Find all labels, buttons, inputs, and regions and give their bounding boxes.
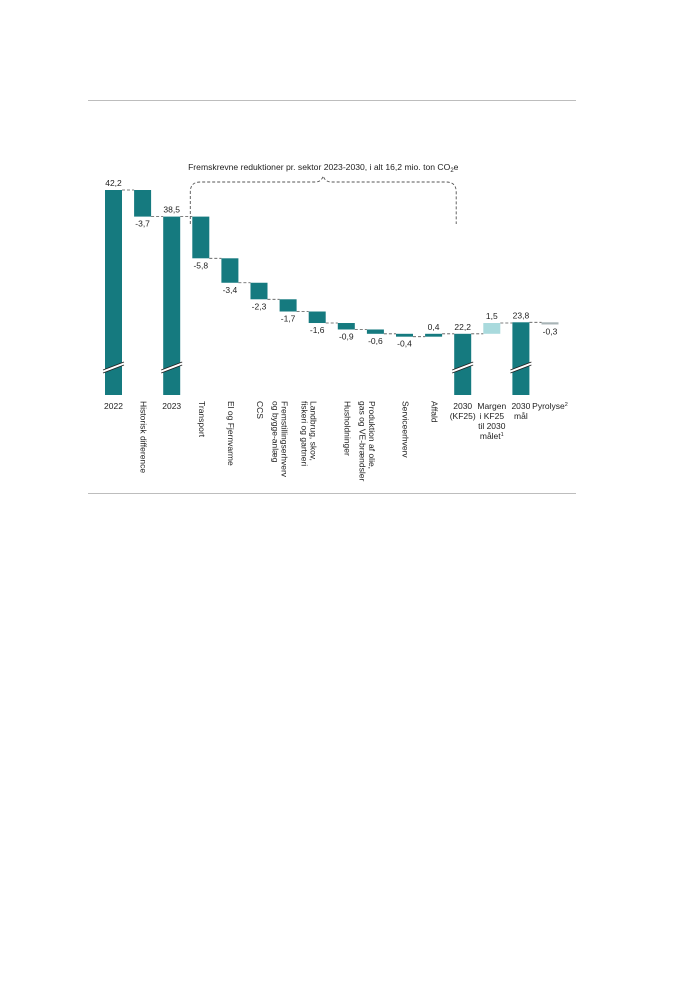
value-label-10: -0,4 bbox=[397, 338, 412, 349]
category-label-10-line-0: Serviceerhverv bbox=[400, 401, 411, 458]
bar-14 bbox=[512, 322, 529, 395]
category-labels bbox=[104, 401, 568, 481]
category-label-5-line-0: CCS bbox=[254, 401, 265, 419]
bar-11 bbox=[425, 334, 442, 337]
category-label-9-line-1: gas og VE-brændsler bbox=[357, 401, 368, 482]
category-label-7-line-1: fiskeri og gartneri bbox=[299, 401, 310, 467]
category-label-11 bbox=[429, 401, 439, 423]
chart-title-subscript: 2 bbox=[450, 168, 454, 174]
value-label-3: -5,8 bbox=[193, 260, 209, 271]
category-label-6-line-1: og bygge-anlæg bbox=[270, 401, 281, 463]
bar-8 bbox=[338, 323, 355, 329]
category-label-15-line-0: Pyrolyse bbox=[532, 401, 565, 411]
category-label-13-line-0: Margen bbox=[477, 401, 507, 411]
chart-title-suffix: e bbox=[453, 162, 459, 172]
bars bbox=[105, 190, 559, 395]
value-label-5: -2,3 bbox=[251, 301, 267, 312]
bar-4 bbox=[221, 258, 238, 282]
chart-title bbox=[188, 162, 459, 174]
brace-path bbox=[190, 176, 456, 224]
category-label-13-superscript: 1 bbox=[500, 432, 504, 438]
bar-3 bbox=[192, 217, 209, 259]
connectors bbox=[122, 190, 542, 337]
value-label-14: 23,8 bbox=[512, 310, 530, 321]
category-label-2 bbox=[162, 401, 181, 411]
category-label-15-superscript: 2 bbox=[564, 402, 568, 408]
category-label-9 bbox=[357, 401, 376, 481]
value-label-2: 38,5 bbox=[163, 204, 180, 215]
category-label-0-line-0: 2022 bbox=[104, 401, 123, 411]
value-label-13: 1,5 bbox=[485, 311, 498, 322]
category-label-7 bbox=[299, 401, 318, 466]
value-label-15: -0,3 bbox=[542, 326, 558, 337]
bar-5 bbox=[251, 283, 268, 300]
category-label-8 bbox=[342, 401, 352, 456]
category-label-13-line-3: målet bbox=[479, 431, 501, 441]
category-label-3 bbox=[197, 401, 207, 438]
category-label-15 bbox=[532, 401, 568, 411]
category-label-0 bbox=[104, 401, 123, 411]
category-label-2-line-0: 2023 bbox=[162, 401, 182, 411]
bar-15 bbox=[542, 322, 559, 324]
value-label-12: 22,2 bbox=[454, 321, 471, 332]
bar-13 bbox=[483, 323, 500, 334]
value-label-4: -3,4 bbox=[222, 284, 238, 295]
category-label-14-line-0: 2030 bbox=[511, 401, 531, 411]
category-label-14 bbox=[511, 401, 530, 421]
category-label-13 bbox=[477, 401, 506, 441]
category-label-13-line-1: i KF25 bbox=[479, 411, 505, 421]
category-label-3-line-0: Transport bbox=[196, 401, 207, 438]
category-label-9-line-0: Produktion af olie, bbox=[366, 401, 377, 470]
category-label-12 bbox=[450, 401, 476, 421]
value-label-1: -3,7 bbox=[135, 218, 150, 229]
value-label-9: -0,6 bbox=[368, 335, 383, 346]
value-label-6: -1,7 bbox=[280, 313, 296, 324]
category-label-1-line-0: Historisk difference bbox=[138, 401, 149, 474]
bar-1 bbox=[134, 190, 151, 217]
bottom-rule bbox=[88, 493, 576, 494]
category-label-6-line-0: Fremstillingserhverv bbox=[279, 401, 290, 478]
category-label-12-line-1: (KF25) bbox=[449, 411, 476, 421]
bar-9 bbox=[367, 329, 384, 333]
value-label-0: 42,2 bbox=[105, 178, 122, 188]
category-label-1 bbox=[138, 401, 148, 473]
category-label-12-line-0: 2030 bbox=[453, 401, 473, 411]
category-label-8-line-0: Husholdninger bbox=[342, 401, 353, 456]
category-label-4-line-0: El og Fjernvarme bbox=[225, 401, 236, 466]
value-label-8: -0,9 bbox=[338, 331, 354, 342]
bar-6 bbox=[280, 299, 297, 311]
category-label-11-line-0: Affald bbox=[429, 401, 440, 423]
value-label-11: 0,4 bbox=[427, 321, 440, 332]
bar-7 bbox=[309, 312, 326, 324]
value-label-7: -1,6 bbox=[309, 325, 325, 336]
category-label-10 bbox=[400, 401, 410, 458]
category-label-13-line-2: til 2030 bbox=[478, 421, 506, 431]
category-label-6 bbox=[270, 401, 289, 478]
chart-title-main: Fremskrevne reduktioner pr. sektor 2023-2030, i alt 16,2 mio. ton CO bbox=[188, 162, 451, 172]
sector-brace bbox=[190, 176, 456, 224]
category-label-4 bbox=[226, 401, 236, 466]
category-label-7-line-0: Landbrug, skov, bbox=[308, 401, 319, 461]
category-label-14-line-1: mål bbox=[514, 411, 528, 421]
bar-10 bbox=[396, 334, 413, 337]
category-label-5 bbox=[255, 401, 265, 419]
